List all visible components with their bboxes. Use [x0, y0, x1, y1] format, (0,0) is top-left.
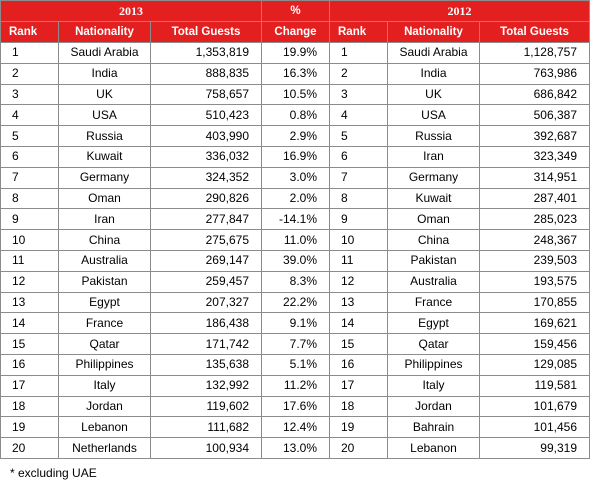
change-cell: 11.2%: [262, 375, 330, 396]
total-guests-2013-cell: 171,742: [151, 334, 262, 355]
nationality-2012-cell: Lebanon: [388, 438, 480, 459]
rank-2012-cell: 1: [330, 43, 388, 64]
change-cell: 2.9%: [262, 126, 330, 147]
total-guests-2012-cell: 506,387: [480, 105, 590, 126]
total-guests-2013-cell: 1,353,819: [151, 43, 262, 64]
nationality-2012-cell: Oman: [388, 209, 480, 230]
table-row: [1, 167, 590, 188]
change-cell: 19.9%: [262, 43, 330, 64]
table-row: [1, 354, 590, 375]
change-cell: 39.0%: [262, 250, 330, 271]
table-row: [1, 375, 590, 396]
rank-2013-cell: 13: [1, 292, 59, 313]
total-guests-2013-cell: 290,826: [151, 188, 262, 209]
total-guests-2013-cell: 119,602: [151, 396, 262, 417]
rank-2012-cell: 11: [330, 250, 388, 271]
rank-2012-cell: 19: [330, 417, 388, 438]
nationality-2013-cell: Pakistan: [59, 271, 151, 292]
nationality-2013-cell: Australia: [59, 250, 151, 271]
total-guests-2012-cell: 119,581: [480, 375, 590, 396]
total-guests-2012-cell: 99,319: [480, 438, 590, 459]
year-header-row: [1, 1, 590, 22]
total-guests-2012-cell: 169,621: [480, 313, 590, 334]
nationality-2012-cell: France: [388, 292, 480, 313]
change-cell: 5.1%: [262, 354, 330, 375]
rank-2013-cell: 8: [1, 188, 59, 209]
nationality-2013-cell: Jordan: [59, 396, 151, 417]
table-row: [1, 396, 590, 417]
rank-2012-cell: 7: [330, 167, 388, 188]
total-guests-2013-cell: 269,147: [151, 250, 262, 271]
nationality-2012-cell: Italy: [388, 375, 480, 396]
total-guests-2012-header: Total Guests: [480, 22, 590, 43]
total-guests-2012-cell: 170,855: [480, 292, 590, 313]
table-row: [1, 126, 590, 147]
rank-2013-cell: 9: [1, 209, 59, 230]
total-guests-2013-cell: 100,934: [151, 438, 262, 459]
rank-2013-cell: 5: [1, 126, 59, 147]
rank-2013-cell: 20: [1, 438, 59, 459]
rank-2013-header: Rank: [1, 22, 59, 43]
total-guests-2012-cell: 193,575: [480, 271, 590, 292]
nationality-2013-cell: Netherlands: [59, 438, 151, 459]
rank-2012-cell: 6: [330, 146, 388, 167]
table-row: [1, 292, 590, 313]
rank-2012-cell: 18: [330, 396, 388, 417]
total-guests-2013-cell: 510,423: [151, 105, 262, 126]
total-guests-2012-cell: 686,842: [480, 84, 590, 105]
table-row: [1, 417, 590, 438]
rank-2013-cell: 1: [1, 43, 59, 64]
rank-2012-cell: 15: [330, 334, 388, 355]
change-header: Change: [262, 22, 330, 43]
total-guests-2013-cell: 275,675: [151, 230, 262, 251]
table-row: [1, 334, 590, 355]
nationality-2013-cell: Kuwait: [59, 146, 151, 167]
rank-2012-cell: 2: [330, 63, 388, 84]
rank-2012-cell: 3: [330, 84, 388, 105]
table-row: [1, 209, 590, 230]
nationality-2012-cell: Germany: [388, 167, 480, 188]
total-guests-2013-cell: 135,638: [151, 354, 262, 375]
nationality-2013-cell: Russia: [59, 126, 151, 147]
rank-2012-cell: 8: [330, 188, 388, 209]
total-guests-2012-cell: 392,687: [480, 126, 590, 147]
nationality-2013-cell: Germany: [59, 167, 151, 188]
rank-2012-cell: 10: [330, 230, 388, 251]
nationality-2012-cell: Russia: [388, 126, 480, 147]
change-cell: 7.7%: [262, 334, 330, 355]
nationality-2013-cell: France: [59, 313, 151, 334]
table-body: [1, 43, 590, 459]
nationality-2013-cell: Qatar: [59, 334, 151, 355]
column-header-row: [1, 22, 590, 43]
change-cell: 10.5%: [262, 84, 330, 105]
nationality-2012-cell: USA: [388, 105, 480, 126]
rank-2012-cell: 4: [330, 105, 388, 126]
rank-2012-cell: 16: [330, 354, 388, 375]
nationality-2013-cell: Oman: [59, 188, 151, 209]
nationality-2012-cell: India: [388, 63, 480, 84]
nationality-2012-cell: Jordan: [388, 396, 480, 417]
rank-2012-cell: 5: [330, 126, 388, 147]
total-guests-2013-cell: 888,835: [151, 63, 262, 84]
total-guests-2012-cell: 101,679: [480, 396, 590, 417]
total-guests-2013-cell: 324,352: [151, 167, 262, 188]
percent-header: %: [262, 1, 330, 22]
change-cell: 11.0%: [262, 230, 330, 251]
change-cell: 8.3%: [262, 271, 330, 292]
change-cell: 16.3%: [262, 63, 330, 84]
table-row: [1, 230, 590, 251]
rank-2013-cell: 4: [1, 105, 59, 126]
rank-2012-cell: 20: [330, 438, 388, 459]
nationality-2012-cell: Qatar: [388, 334, 480, 355]
total-guests-2012-cell: 248,367: [480, 230, 590, 251]
rank-2013-cell: 14: [1, 313, 59, 334]
rank-2012-cell: 12: [330, 271, 388, 292]
total-guests-2013-cell: 186,438: [151, 313, 262, 334]
nationality-2013-cell: Italy: [59, 375, 151, 396]
table-row: [1, 146, 590, 167]
nationality-2013-cell: Iran: [59, 209, 151, 230]
rank-2013-cell: 7: [1, 167, 59, 188]
total-guests-2012-cell: 239,503: [480, 250, 590, 271]
table-row: [1, 84, 590, 105]
nationality-2012-cell: China: [388, 230, 480, 251]
change-cell: 13.0%: [262, 438, 330, 459]
rank-2013-cell: 11: [1, 250, 59, 271]
rank-2013-cell: 15: [1, 334, 59, 355]
total-guests-2012-cell: 129,085: [480, 354, 590, 375]
nationality-2012-cell: Bahrain: [388, 417, 480, 438]
table-row: [1, 313, 590, 334]
change-cell: 0.8%: [262, 105, 330, 126]
nationality-2013-cell: China: [59, 230, 151, 251]
total-guests-2013-cell: 403,990: [151, 126, 262, 147]
nationality-2013-cell: Philippines: [59, 354, 151, 375]
total-guests-2013-cell: 132,992: [151, 375, 262, 396]
table-row: [1, 105, 590, 126]
rank-2013-cell: 12: [1, 271, 59, 292]
table-row: [1, 43, 590, 64]
nationality-2012-cell: Australia: [388, 271, 480, 292]
change-cell: 16.9%: [262, 146, 330, 167]
nationality-2012-cell: UK: [388, 84, 480, 105]
rank-2013-cell: 3: [1, 84, 59, 105]
total-guests-2013-cell: 758,657: [151, 84, 262, 105]
total-guests-2012-cell: 287,401: [480, 188, 590, 209]
nationality-2013-cell: Saudi Arabia: [59, 43, 151, 64]
total-guests-2013-cell: 259,457: [151, 271, 262, 292]
total-guests-2012-cell: 763,986: [480, 63, 590, 84]
rank-2012-cell: 14: [330, 313, 388, 334]
nationality-2013-cell: India: [59, 63, 151, 84]
rank-2013-cell: 19: [1, 417, 59, 438]
nationality-2013-header: Nationality: [59, 22, 151, 43]
nationality-2012-cell: Egypt: [388, 313, 480, 334]
table-row: [1, 438, 590, 459]
total-guests-2013-cell: 336,032: [151, 146, 262, 167]
rank-2013-cell: 16: [1, 354, 59, 375]
table-row: [1, 250, 590, 271]
nationality-2013-cell: USA: [59, 105, 151, 126]
change-cell: 9.1%: [262, 313, 330, 334]
rank-2013-cell: 10: [1, 230, 59, 251]
nationality-2012-header: Nationality: [388, 22, 480, 43]
table-row: [1, 188, 590, 209]
total-guests-2012-cell: 314,951: [480, 167, 590, 188]
total-guests-2013-header: Total Guests: [151, 22, 262, 43]
change-cell: 3.0%: [262, 167, 330, 188]
nationality-2012-cell: Philippines: [388, 354, 480, 375]
total-guests-2012-cell: 101,456: [480, 417, 590, 438]
total-guests-2012-cell: 323,349: [480, 146, 590, 167]
change-cell: -14.1%: [262, 209, 330, 230]
nationality-2012-cell: Iran: [388, 146, 480, 167]
rank-2012-header: Rank: [330, 22, 388, 43]
rank-2012-cell: 17: [330, 375, 388, 396]
total-guests-2013-cell: 111,682: [151, 417, 262, 438]
rank-2013-cell: 18: [1, 396, 59, 417]
nationality-2013-cell: Egypt: [59, 292, 151, 313]
nationality-2012-cell: Kuwait: [388, 188, 480, 209]
total-guests-2012-cell: 1,128,757: [480, 43, 590, 64]
change-cell: 22.2%: [262, 292, 330, 313]
total-guests-2013-cell: 277,847: [151, 209, 262, 230]
rank-2013-cell: 2: [1, 63, 59, 84]
nationality-2013-cell: Lebanon: [59, 417, 151, 438]
rank-2012-cell: 9: [330, 209, 388, 230]
change-cell: 2.0%: [262, 188, 330, 209]
rank-2013-cell: 17: [1, 375, 59, 396]
total-guests-2012-cell: 159,456: [480, 334, 590, 355]
nationality-2012-cell: Saudi Arabia: [388, 43, 480, 64]
footnote: * excluding UAE: [10, 466, 97, 480]
year-2013-header: 2013: [1, 1, 262, 22]
year-2012-header: 2012: [330, 1, 590, 22]
change-cell: 12.4%: [262, 417, 330, 438]
total-guests-2012-cell: 285,023: [480, 209, 590, 230]
nationality-2013-cell: UK: [59, 84, 151, 105]
change-cell: 17.6%: [262, 396, 330, 417]
rank-2012-cell: 13: [330, 292, 388, 313]
table-row: [1, 63, 590, 84]
table-row: [1, 271, 590, 292]
nationality-2012-cell: Pakistan: [388, 250, 480, 271]
rank-2013-cell: 6: [1, 146, 59, 167]
total-guests-2013-cell: 207,327: [151, 292, 262, 313]
